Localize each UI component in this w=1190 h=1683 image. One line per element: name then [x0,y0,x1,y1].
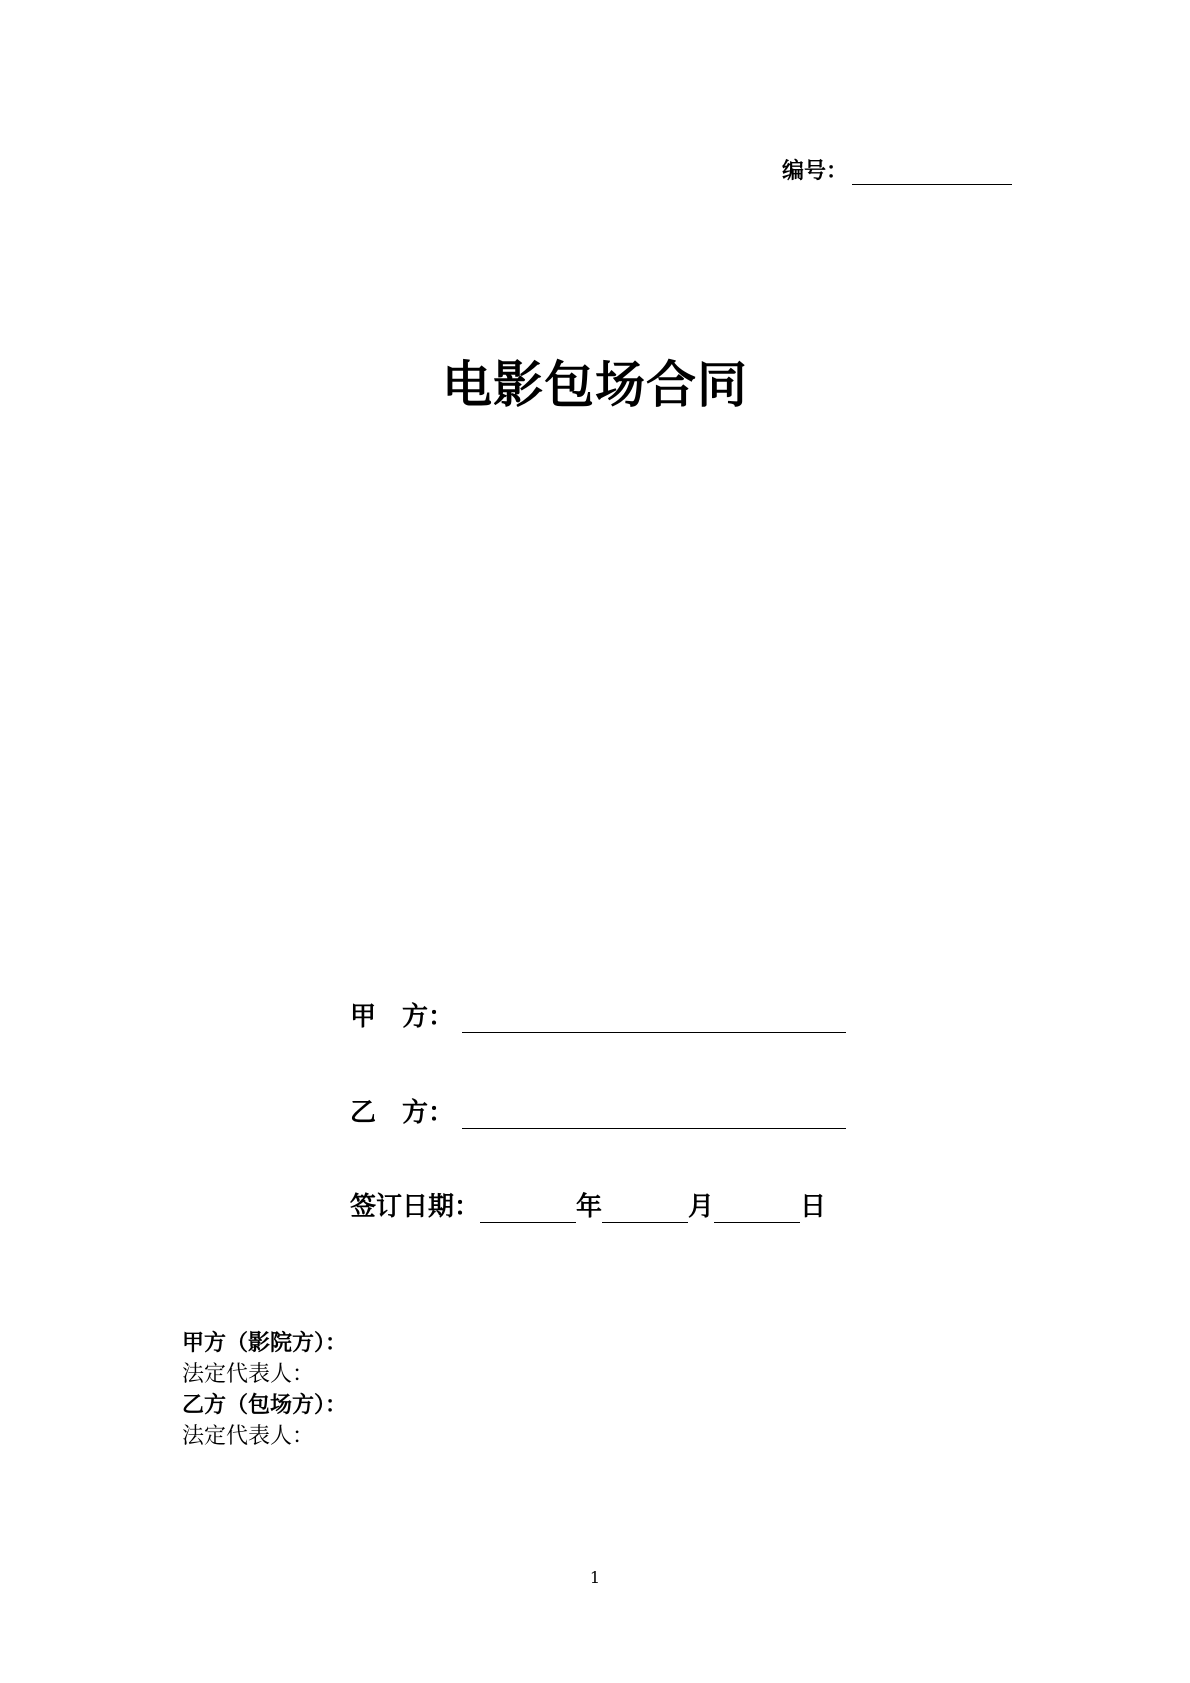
contract-number-label: 编号： [782,158,849,184]
party-a-line: 甲方（影院方）： [182,1330,348,1356]
cover-party-b-blank[interactable] [462,1102,846,1129]
sign-year-blank[interactable] [480,1196,576,1223]
cover-party-b-row [350,1092,846,1129]
party-a-rep-line: 法定代表人： [182,1362,315,1387]
page-number: 1 [589,1568,601,1587]
parties-block [182,1328,347,1452]
contract-number-row [782,154,1012,185]
cover-party-a-label: 甲 方： [350,1002,455,1032]
cover-party-a-blank[interactable] [462,1006,846,1033]
cover-party-a-row [350,996,846,1033]
contract-number-blank[interactable] [852,164,1012,185]
sign-day-label: 日 [800,1192,827,1222]
sign-month-label: 月 [688,1192,715,1222]
party-b-line: 乙方（包场方）： [182,1392,348,1418]
sign-month-blank[interactable] [602,1196,688,1223]
cover-party-b-label: 乙 方： [350,1098,455,1128]
sign-date-label: 签订日期： [350,1192,481,1222]
sign-year-label: 年 [576,1192,603,1222]
document-title: 电影包场合同 [442,355,748,414]
sign-day-blank[interactable] [714,1196,800,1223]
party-b-rep-line: 法定代表人： [182,1424,315,1449]
sign-date-row [350,1186,826,1223]
